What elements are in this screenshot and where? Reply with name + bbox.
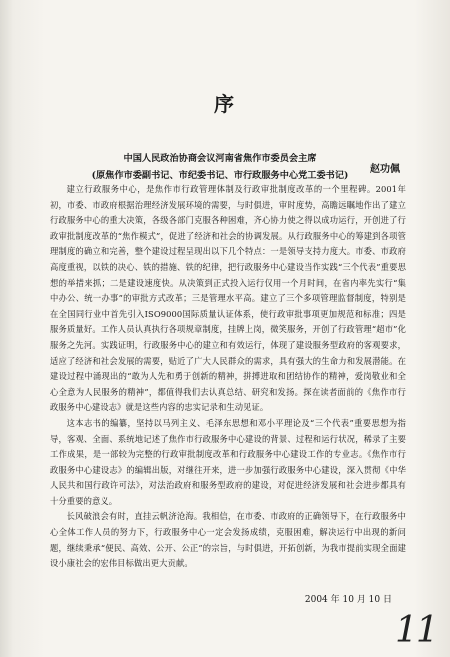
paragraph-1: 建立行政服务中心，是焦作市行政管理体制及行政审批制度改革的一个里程碑。2001年初，市委、市政府根据治理经济发展环境的需要，与时俱进，审时度势，高瞻远瞩地作出了建立行政服务中心的重大决策，各级各部门克服各种困难，齐心协力使之得以成功运行，开创进了行政审批制度改革的“焦作模式”，促进了经济和社会的协调发展。从行政服务中心的筹建到各项管理制度的确立和完善，整个建设过程呈现出以下几个特点：一是领导支持力度大。市委、市政府高度重视，以铁的决心、铁的措施、铁的纪律，把行政服务中心建设当作实践“三个代表”重要思想的举措来抓；二是建设速度快。从决策到正式投入运行仅用一个月时间，在省内率先实行“集中办公、统一办事”的审批方式改革；三是管理水平高。建立了三个多项管理监督制度，特别是在全国同行业中首先引入ISO9000国际质量认证体系，使行政审批事项更加规范和标准；四是服务质量好。工作人员认真执行各项规章制度，挂牌上岗，微笑服务，开创了行政管理“超市”化服务之先河。实践证明，行政服务中心的建立和有效运行，体现了建设服务型政府的客观要求，适应了经济和社会发展的需要，贴近了广大人民群众的需求，具有强大的生命力和发展潜能。在建设过程中涌现出的“敢为人先和勇于创新的精神，拼搏进取和团结协作的精神，爱岗敬业和全心全意为人民服务的精神”，都值得我们去认真总结、研究和发扬。探在读者面前的《焦作市行政服务中心建设志》就是这些内容的忠实记录和生动见证。 bbox=[50, 184, 406, 413]
signature-date: 2004 年 10 月 10 日 bbox=[304, 595, 392, 605]
page-title: 序 bbox=[214, 92, 236, 116]
page-number: 11 bbox=[395, 610, 437, 651]
author-affiliation-line1: 中国人民政治协商会议河南省焦作市委员会主席 bbox=[123, 153, 317, 164]
preface-body bbox=[50, 182, 406, 572]
author-name: 赵功佩 bbox=[370, 164, 400, 175]
paragraph-2: 这本志书的编纂，坚持以马列主义、毛泽东思想和邓小平理论及“三个代表”重要思想为指导，客观、全面、系统地记述了焦作市行政服务中心建设的背景、过程和运行状况，稀录了主要工作成果，是一部较为完整的行政审批制度改革和行政服务中心建设工作的专业志。《焦作市行政服务中心建设志》的编辑出版，对继往开来，进一步加强行政服务中心建设，深入贯彻《中华人民共和国行政许可法》，对法治政府和服务型政府的建设，对促进经济发展和社会进步都具有十分重要的意义。 bbox=[50, 417, 406, 506]
author-affiliation bbox=[70, 150, 370, 184]
author-affiliation-line2: (原焦作市委副书记、市纪委书记、市行政服务中心党工委书记) bbox=[91, 170, 349, 181]
paragraph-3: 长风破浪会有时，直挂云帆济沧海。我相信，在市委、市政府的正确领导下，在行政服务中心全体工作人员的努力下，行政服务中心一定会发扬成绩，克服困难，解决运行中出现的新问题，继续秉承“便民、高效、公开、公正”的宗旨，与时俱进，开拓创新，为我市提前实现全面建设小康社会的宏伟目标做出更大贡献。 bbox=[50, 511, 406, 569]
